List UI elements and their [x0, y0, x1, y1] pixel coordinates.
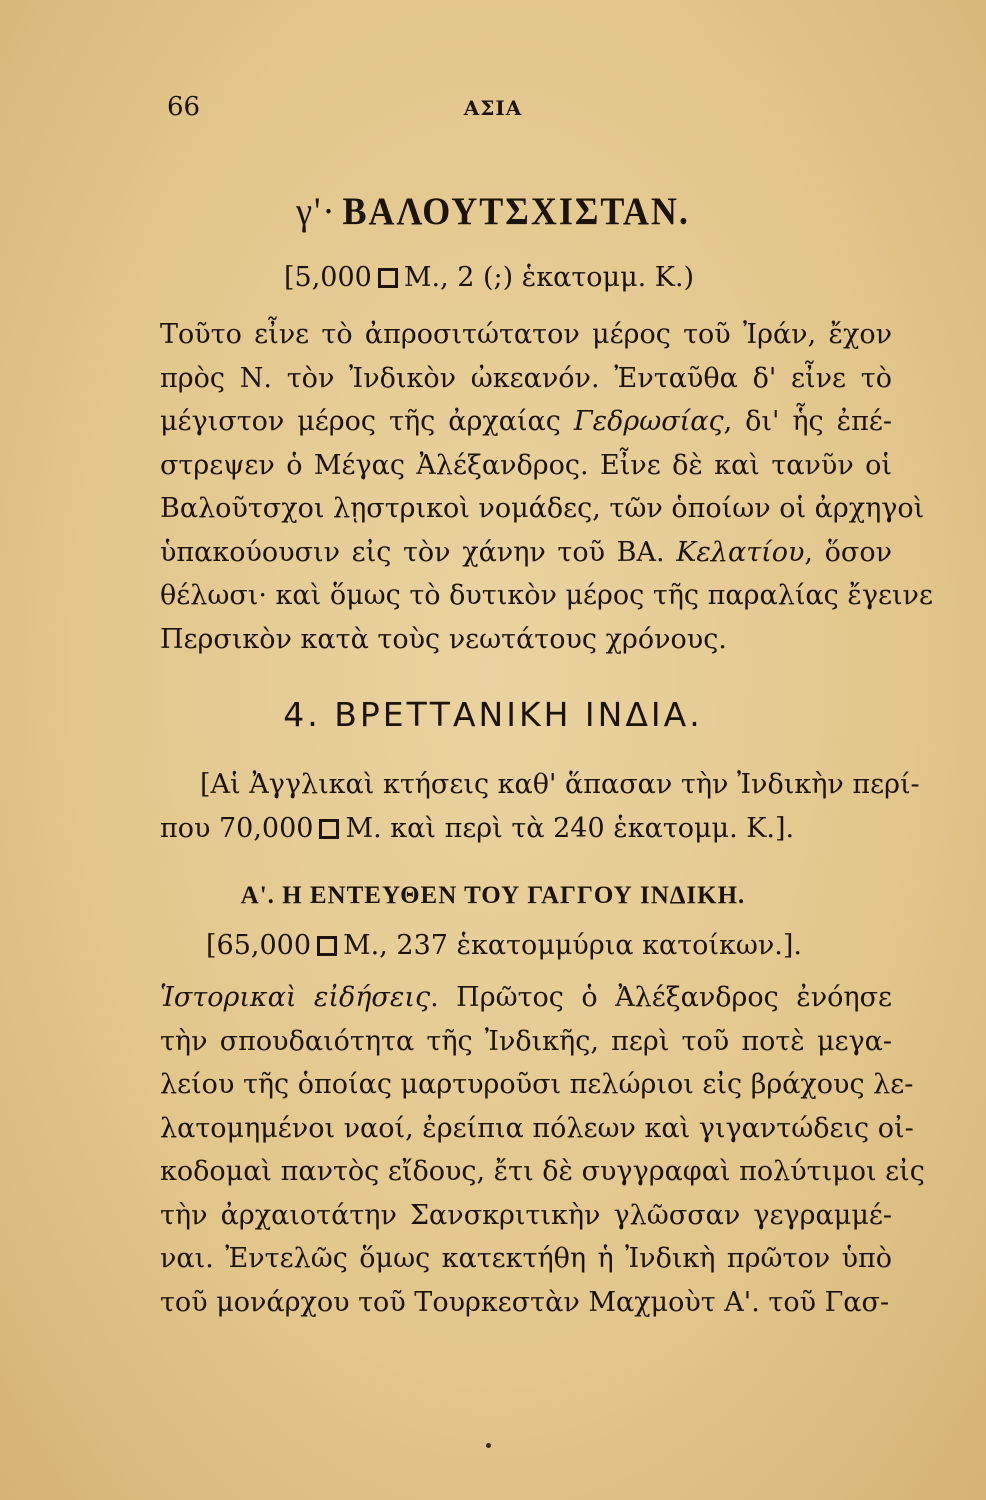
section-stats [284, 262, 694, 293]
text-line: τοῦ μονάρχου τοῦ Τουρκεστὰν Μαχμοὺτ Α'. τοῦ Γασ- [160, 1286, 890, 1318]
section-heading [0, 188, 986, 234]
text-line: λατομημένοι ναοί, ἐρείπια πόλεων καὶ γιγαντώδεις οἰ- [160, 1112, 914, 1144]
text-line: Ἱστορικαὶ εἰδήσεις. Πρῶτος ὁ Ἀλέξανδρος ἐνόησε [160, 982, 893, 1013]
page-number: 66 [167, 92, 201, 122]
ink-speck [486, 1443, 491, 1448]
chapter-stats-line-2 [160, 813, 794, 844]
chapter-stats-line-1: [Αἱ Ἀγγλικαὶ κτήσεις καθ' ἅπασαν τὴν Ἰνδικὴν περί- [200, 769, 920, 800]
subsection-paragraph [160, 976, 925, 1324]
text-line: Τοῦτο εἶνε τὸ ἀπροσιτώτατον μέρος τοῦ Ἰράν, ἔχον [160, 319, 892, 350]
text-line: πρὸς Ν. τὸν Ἰνδικὸν ὠκεανόν. Ἐνταῦθα δ' εἶνε τὸ [160, 362, 892, 394]
section-marker: γ'· [296, 189, 337, 233]
chapter-heading: 4. ΒΡΕΤΤΑΝΙΚΗ ΙΝΔΙΑ. [283, 695, 703, 734]
text-line: Βαλοῦτσχοι λῃστρικοὶ νομάδες, τῶν ὁποίων οἱ ἀρχηγοὶ [160, 493, 925, 524]
subsection-stats-population: Μ., 237 ἑκατομμύρια κατοίκων.]. [343, 930, 802, 961]
text-line: τὴν σπουδαιότητα τῆς Ἰνδικῆς, περὶ τοῦ ποτὲ μεγα- [160, 1025, 892, 1057]
running-head: ΑΣΙΑ [463, 96, 523, 120]
text-line: θέλωσι· καὶ ὅμως τὸ δυτικὸν μέρος τῆς παραλίας ἔγεινε [160, 580, 933, 611]
text-line: τὴν ἀρχαιοτάτην Σανσκριτικὴν γλῶσσαν γεγραμμέ- [160, 1199, 892, 1231]
subsection-stats-area: [65,000 [206, 930, 312, 961]
subsection-heading: Α'. Η ΕΝΤΕΥΘΕΝ ΤΟΥ ΓΑΓΓΟΥ ΙΝΔΙΚΗ. [240, 882, 746, 909]
text-line: ὑπακούουσιν εἰς τὸν χάνην τοῦ ΒΑ. Κελατίου, ὅσον [160, 536, 892, 568]
text-line: λείου τῆς ὁποίας μαρτυροῦσι πελώριοι εἰς βράχους λε- [160, 1069, 914, 1100]
page-header [0, 92, 986, 132]
stats-population: Μ., 2 (;) ἑκατομμ. Κ.) [403, 262, 695, 293]
subsection-stats [206, 930, 802, 961]
chapter-stats-population: Μ. καὶ περὶ τὰ 240 ἑκατομμ. Κ.]. [345, 813, 795, 844]
chapter-stats-area: που 70,000 [160, 813, 314, 844]
section-title: ΒΑΛΟΥΤΣΧΙΣΤΑΝ. [342, 189, 690, 233]
square-unit-icon [317, 936, 337, 956]
text-line: κοδομαὶ παντὸς εἴδους, ἔτι δὲ συγγραφαὶ πολύτιμοι εἰς [160, 1156, 925, 1187]
text-line: στρεψεν ὁ Μέγας Ἀλέξανδρος. Εἶνε δὲ καὶ τανῦν οἱ [160, 449, 892, 481]
section-paragraph [160, 313, 933, 661]
square-unit-icon [319, 819, 339, 839]
stats-area: [5,000 [284, 262, 372, 293]
square-unit-icon [378, 268, 398, 288]
text-line: Περσικὸν κατὰ τοὺς νεωτάτους χρόνους. [160, 623, 727, 655]
text-line: ναι. Ἐντελῶς ὅμως κατεκτήθη ἡ Ἰνδικὴ πρῶτον ὑπὸ [160, 1243, 892, 1274]
text-line: μέγιστον μέρος τῆς ἀρχαίας Γεδρωσίας, δι' ἧς ἐπέ- [160, 406, 892, 437]
